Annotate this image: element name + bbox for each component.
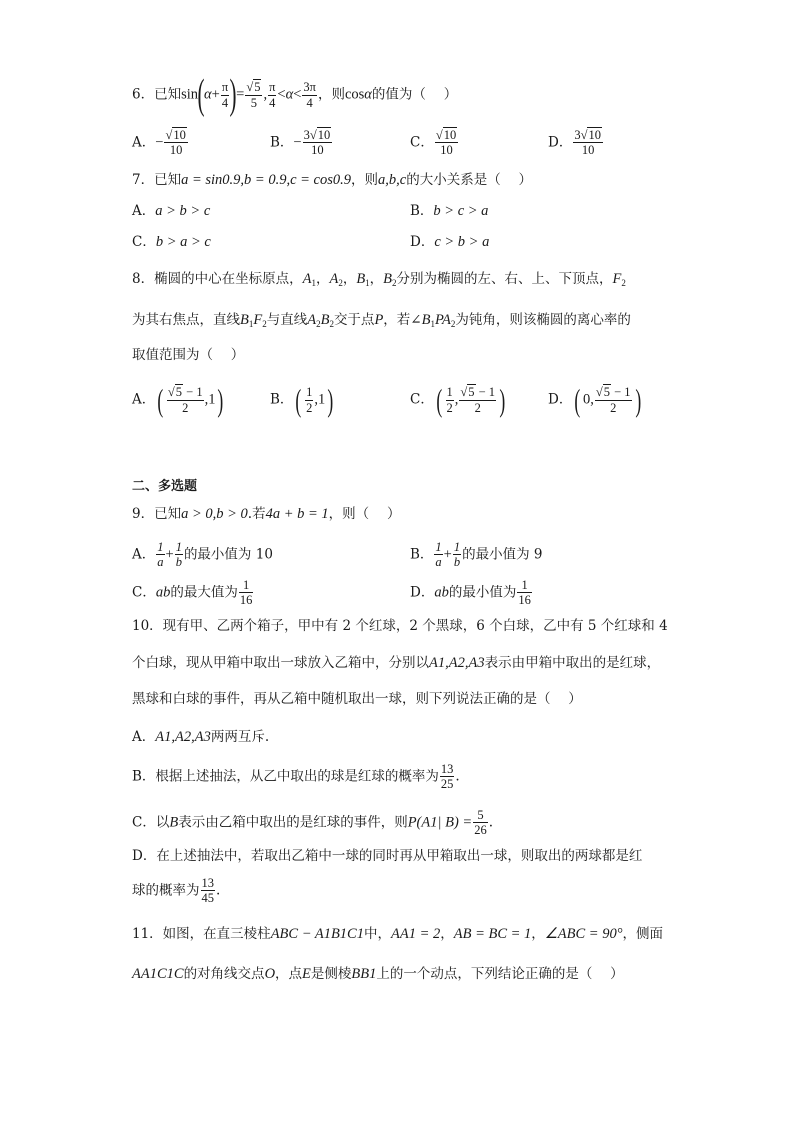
q8-stem-line1: 8．椭圆的中心在坐标原点，$A_1$，$A_2$，$B_1$，$B_2$分别为椭圆的左、右、上、下顶点，$F_2$ [132, 271, 626, 288]
q10-stem-line2: 个白球，现从甲箱中取出一球放入乙箱中，分别以A1,A2,A3表示由甲箱中取出的是红球， [132, 655, 661, 671]
section-heading: 二、多选题 [132, 479, 198, 494]
q9-stem: 9．已知a > 0,b > 0.若4a + b = 1，则（ ） [132, 506, 401, 522]
q10-stem-line1: 10．现有甲、乙两个箱子，甲中有 2 个红球，2 个黑球，6 个白球，乙中有 5 个红球和 4 [132, 618, 668, 634]
q8-option-d[interactable]: D．( 0, $\frac{√5 - 1}{2}$ ) [548, 382, 641, 418]
q6-option-c[interactable]: C． $\frac{√10}{10}$ [410, 128, 457, 158]
q8-stem-line3: 取值范围为（ ） [132, 347, 245, 363]
q10-option-a[interactable]: A．A1,A2,A3两两互斥. [132, 729, 270, 745]
q9-option-d[interactable]: D．ab的最小值为 $\frac{1}{16}$ [410, 578, 531, 608]
q6-option-a[interactable]: A．− $\frac{√10}{10}$ [132, 128, 186, 158]
q11-stem-line2: AA1C1C的对角线交点O，点E是侧棱BB1上的一个动点，下列结论正确的是（ ） [132, 966, 624, 982]
q8-option-b[interactable]: B．( $\frac{1}{2}$ ,1) [270, 382, 334, 418]
q8-stem-line2: 为其右焦点，直线$B_1F_2$与直线$A_2B_2$交于点P，若$\angle B_1PA_2$为钝角，则该椭圆的离心率的 [132, 312, 631, 329]
q10-option-d-line1[interactable]: D．在上述抽法中，若取出乙箱中一球的同时再从甲箱取出一球，则取出的两球都是红 [132, 848, 643, 864]
q10-option-d-line2[interactable]: 球的概率为 $\frac{13}{45}$ . [132, 876, 221, 906]
q6-option-b[interactable]: B．− $\frac{3√10}{10}$ [270, 128, 331, 158]
q9-option-a[interactable]: A． $\frac{1}{a}$ + $\frac{1}{b}$ 的最小值为 10 [132, 540, 273, 570]
q7-option-c[interactable]: C．b > a > c [132, 234, 211, 250]
q10-option-c[interactable]: C．以B表示由乙箱中取出的是红球的事件，则P(A1| B) = $\frac{5}{26}$ . [132, 808, 493, 838]
q6-option-d[interactable]: D． $\frac{3√10}{10}$ [548, 128, 601, 158]
q10-stem-line3: 黑球和白球的事件，再从乙箱中随机取出一球，则下列说法正确的是（ ） [132, 691, 582, 707]
q10-option-b[interactable]: B．根据上述抽法，从乙中取出的球是红球的概率为 $\frac{13}{25}$ . [132, 762, 460, 792]
q7-option-b[interactable]: B．b > c > a [410, 203, 489, 219]
q9-option-c[interactable]: C．ab的最大值为 $\frac{1}{16}$ [132, 578, 253, 608]
q8-option-c[interactable]: C．( $\frac{1}{2}$ , $\frac{√5 - 1}{2}$ ) [410, 382, 506, 418]
q11-stem-line1: 11．如图，在直三棱柱ABC − A1B1C1中，AA1 = 2，AB = BC = 1，∠ABC = 90°，侧面 [132, 926, 664, 942]
q6-stem: 6．已知sin(α+ $\frac{\pi}{4}$ )= $\frac{√5}{5}$ , $\frac{\pi}{4}$ <α< $\frac{3\pi}{4}$ ，则cosα的值为（ ） [132, 72, 458, 118]
q9-option-b[interactable]: B． $\frac{1}{a}$ + $\frac{1}{b}$ 的最小值为 9 [410, 540, 543, 570]
q8-option-a[interactable]: A．( $\frac{√5 - 1}{2}$ ,1) [132, 382, 224, 418]
q7-option-d[interactable]: D．c > b > a [410, 234, 490, 250]
q7-option-a[interactable]: A．a > b > c [132, 203, 211, 219]
q7-stem: 7．已知a = sin0.9,b = 0.9,c = cos0.9，则a,b,c的大小关系是（ ） [132, 172, 532, 188]
